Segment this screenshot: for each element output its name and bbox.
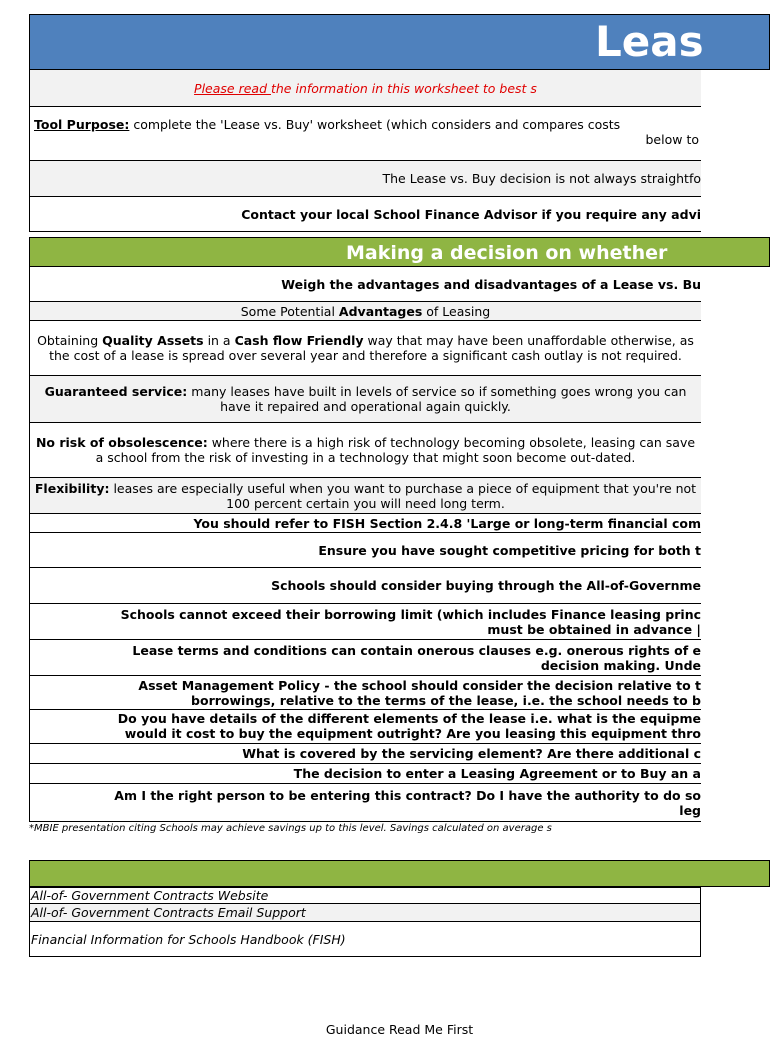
weigh-row — [29, 267, 701, 302]
please-read-link[interactable]: Please read — [194, 80, 271, 96]
advantage-no-obsolescence: No risk of obsolescence: where there is a high risk of technology becoming obsolete, leasing can save a school from the risk of investing in a technology that might soon become out-dated. — [29, 423, 701, 478]
page-title: Leas — [595, 17, 704, 66]
consideration-authority: Am I the right person to be entering this contract? Do I have the authority to do so leg — [29, 784, 701, 822]
advantages-header: Some Potential Advantages of Leasing — [240, 303, 491, 319]
tool-purpose-text: complete the 'Lease vs. Buy' worksheet (which considers and compares costs — [129, 117, 621, 132]
tool-purpose-row — [29, 107, 701, 161]
advantage-quality-assets: Obtaining Quality Assets in a Cash flow Friendly way that may have been unaffordable otherwise, as the cost of a lease is spread over several year and therefore a significant cash outlay is not required. — [29, 321, 701, 376]
advantage-flexibility: Flexibility: leases are especially useful when you want to purchase a piece of equipment that you're not 100 percent certain you will need long term. — [29, 478, 701, 514]
advantages-header-row — [29, 302, 701, 321]
consideration-asset-policy: Asset Management Policy - the school should consider the decision relative to t borrowings, relative to the terms of the lease, i.e. the school needs to b — [29, 676, 701, 710]
weigh-text: Weigh the advantages and disadvantages of a Lease vs. Bu — [281, 276, 701, 292]
consideration-fish: You should refer to FISH Section 2.4.8 'Large or long-term financial com — [29, 514, 701, 533]
consideration-aog: Schools should consider buying through the All-of-Governme — [29, 568, 701, 604]
tool-purpose-text-cont: below to — [645, 132, 699, 147]
footnote: *MBIE presentation citing Schools may achieve savings up to this level. Savings calculated on average s — [29, 823, 552, 834]
links-banner — [29, 860, 770, 887]
consideration-decision: The decision to enter a Leasing Agreement or to Buy an a — [29, 764, 701, 784]
read-notice-row — [29, 70, 701, 107]
contact-text: Contact your local School Finance Advisor if you require any advi — [241, 206, 701, 222]
read-notice: Please read the information in this worksheet to best s — [194, 80, 537, 96]
advantage-guaranteed-service: Guaranteed service: many leases have built in levels of service so if something goes wrong you can have it repaired and operational again quickly. — [29, 376, 701, 423]
consideration-lease-elements: Do you have details of the different elements of the lease i.e. what is the equipme would it cost to buy the equipment outright? Are you leasing this equipment thro — [29, 708, 701, 744]
section-heading: Making a decision on whether — [346, 242, 668, 264]
consideration-pricing: Ensure you have sought competitive pricing for both t — [29, 533, 701, 568]
title-banner — [29, 14, 770, 70]
consideration-servicing: What is covered by the servicing element? Are there additional c — [29, 744, 701, 764]
footer: Guidance Read Me First — [325, 1022, 474, 1037]
straightforward-row — [29, 161, 701, 197]
link-fish[interactable]: Financial Information for Schools Handbook (FISH) — [29, 922, 701, 957]
section-banner — [29, 237, 770, 267]
link-aog-website[interactable]: All-of- Government Contracts Website — [29, 887, 701, 904]
consideration-terms: Lease terms and conditions can contain onerous clauses e.g. onerous rights of e decision making. Unde — [29, 640, 701, 676]
link-aog-email[interactable]: All-of- Government Contracts Email Support — [29, 904, 701, 922]
straightforward-text: The Lease vs. Buy decision is not always straightfo — [382, 171, 701, 186]
tool-purpose-label: Tool Purpose: — [34, 117, 130, 132]
consideration-borrowing: Schools cannot exceed their borrowing limit (which includes Finance leasing princ must be obtained in advance | — [29, 604, 701, 640]
contact-row — [29, 197, 701, 232]
